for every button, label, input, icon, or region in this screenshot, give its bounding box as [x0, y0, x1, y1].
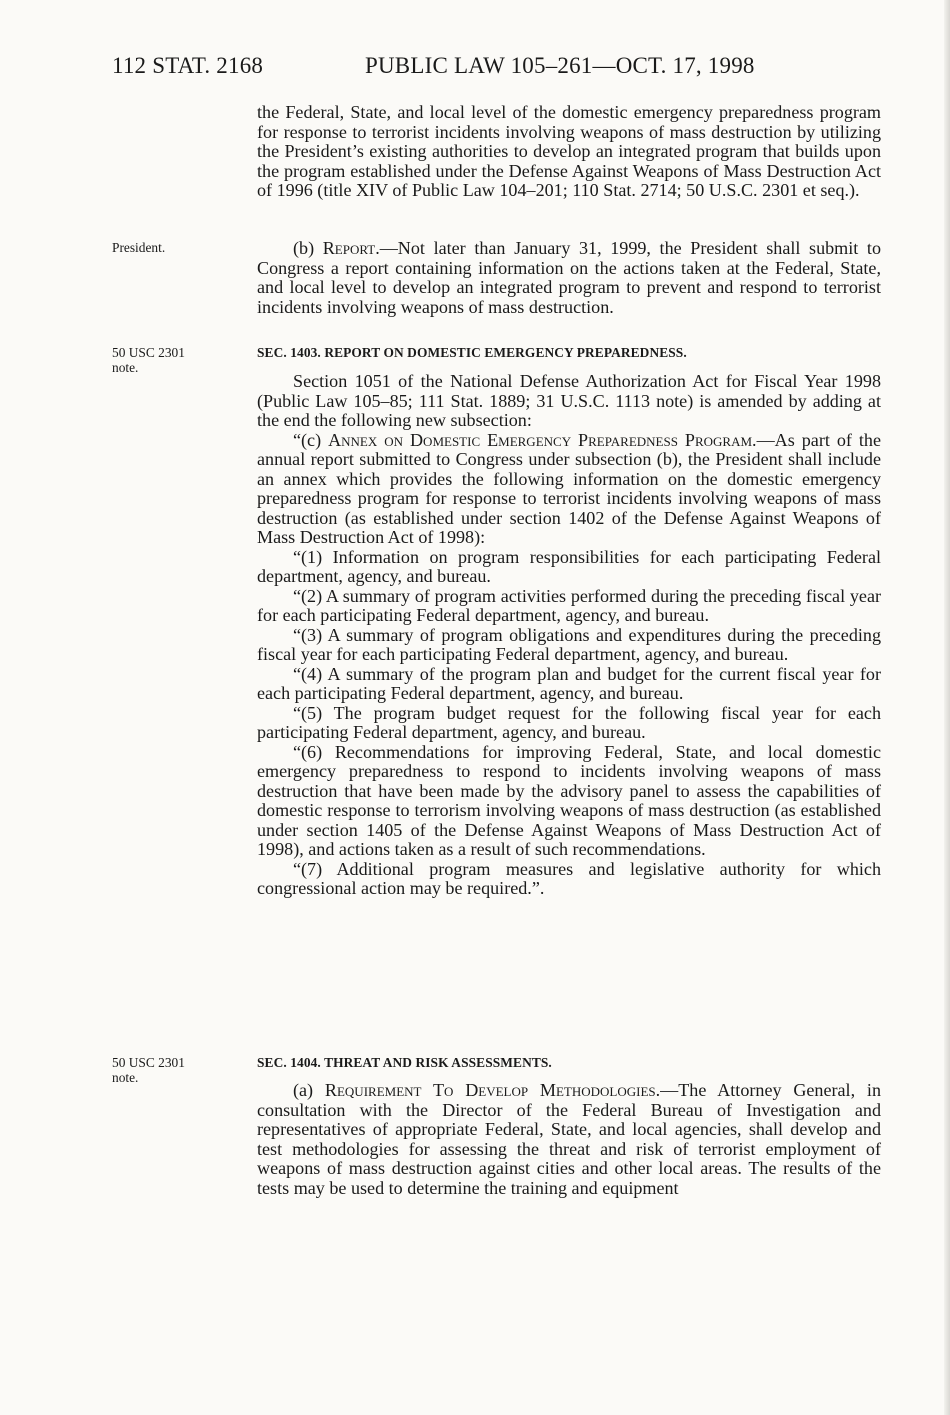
subsection-a-text: .—The Attorney General, in consultation with the Director of the Federal Bureau of Investigation and representatives of appropriate Federal, State, and local agencies, shall develop and test methodologies for assessing the threat and risk of terrorist employment of weapons of mass destruction against cities and other local areas. The results of the tests may be used to determine the training and equipment: [257, 1080, 881, 1198]
continuation-paragraph: [257, 103, 881, 201]
list-item-2: “(2) A summary of program activities performed during the preceding fiscal year for each participating Federal department, agency, and bureau.: [257, 585, 881, 625]
subsection-a-heading: Requirement To Develop Methodologies: [324, 1080, 656, 1100]
page-header: [112, 53, 880, 83]
margin-note-line: note.: [112, 1070, 139, 1085]
subsection-b-heading: Report: [322, 238, 376, 258]
list-item-1: “(1) Information on program responsibilities for each participating Federal department, agency, and bureau.: [257, 546, 881, 586]
subsection-b-paragraph: [257, 239, 881, 317]
margin-usc-line: 50 USC 2301: [112, 1055, 185, 1070]
subsection-b-text: .—Not later than January 31, 1999, the President shall submit to Congress a report containing information on the actions taken at the Federal, State, and local level to develop an integrated program to prevent and respond to terrorist incidents involving weapons of mass destruction.: [257, 238, 881, 317]
margin-president-text: President.: [112, 240, 166, 255]
subsection-c-paragraph: [257, 431, 881, 548]
margin-note-line: note.: [112, 360, 139, 375]
subsection-a-label: (a): [293, 1080, 325, 1100]
margin-note-usc-1404: [112, 1055, 232, 1085]
section-1403-body: [257, 372, 881, 899]
list-item-4: “(4) A summary of the program plan and budget for the current fiscal year for each participating Federal department, agency, and bureau.: [257, 663, 881, 703]
subsection-c-label: “(c): [293, 429, 329, 450]
page-edge: [944, 0, 950, 1415]
public-law-title: PUBLIC LAW 105–261—OCT. 17, 1998: [365, 53, 755, 78]
subsection-a-paragraph: [257, 1081, 881, 1198]
list-item-7: “(7) Additional program measures and legislative authority for which congressional action may be required.”.: [257, 858, 881, 898]
subsection-b: [257, 239, 881, 317]
subsection-c-heading: Annex on Domestic Emergency Preparedness Program: [328, 429, 753, 450]
section-1404-heading: SEC. 1404. THREAT AND RISK ASSESSMENTS.: [257, 1055, 552, 1070]
section-1403-heading: SEC. 1403. REPORT ON DOMESTIC EMERGENCY PREPAREDNESS.: [257, 345, 687, 360]
list-item-3: “(3) A summary of program obligations and expenditures during the preceding fiscal year for each participating Federal department, agency, and bureau.: [257, 624, 881, 664]
subsection-c-text: .—As part of the annual report submitted to Congress under subsection (b), the President shall include an annex which provides the following information on the domestic emergency preparedness program for response to terrorist incidents involving weapons of mass destruction (as established under section 1402 of the Defense Against Weapons of Mass Destruction Act of 1998):: [257, 429, 881, 547]
margin-note-president: [112, 240, 232, 255]
list-item-6: “(6) Recommendations for improving Federal, State, and local domestic emergency preparedness to respond to incidents involving weapons of mass destruction that have been made by the advisory panel to assess the capabilities of domestic response to terrorism involving weapons of mass destruction (as established under section 1405 of the Defense Against Weapons of Mass Destruction Act of 1998), and actions taken as a result of such recommendations.: [257, 741, 881, 859]
statute-page-number: 112 STAT. 2168: [112, 53, 264, 78]
section-1403-text: Section 1051 of the National Defense Authorization Act for Fiscal Year 1998 (Public Law 105–85; 111 Stat. 1889; 31 U.S.C. 1113 note) is amended by adding at the end the following new subsection:: [257, 371, 881, 430]
list-item-5: “(5) The program budget request for the following fiscal year for each participating Federal department, agency, and bureau.: [257, 702, 881, 742]
continuation-text: the Federal, State, and local level of the domestic emergency preparedness program for response to terrorist incidents involving weapons of mass destruction by utilizing the President’s existing authorities to develop an integrated program that builds upon the program established under the Defense Against Weapons of Mass Destruction Act of 1996 (title XIV of Public Law 104–201; 110 Stat. 2714; 50 U.S.C. 2301 et seq.).: [257, 102, 881, 200]
margin-usc-line: 50 USC 2301: [112, 345, 185, 360]
subsection-b-label: (b): [293, 238, 323, 258]
section-1404-body: [257, 1081, 881, 1198]
margin-note-usc-1403: [112, 345, 232, 375]
